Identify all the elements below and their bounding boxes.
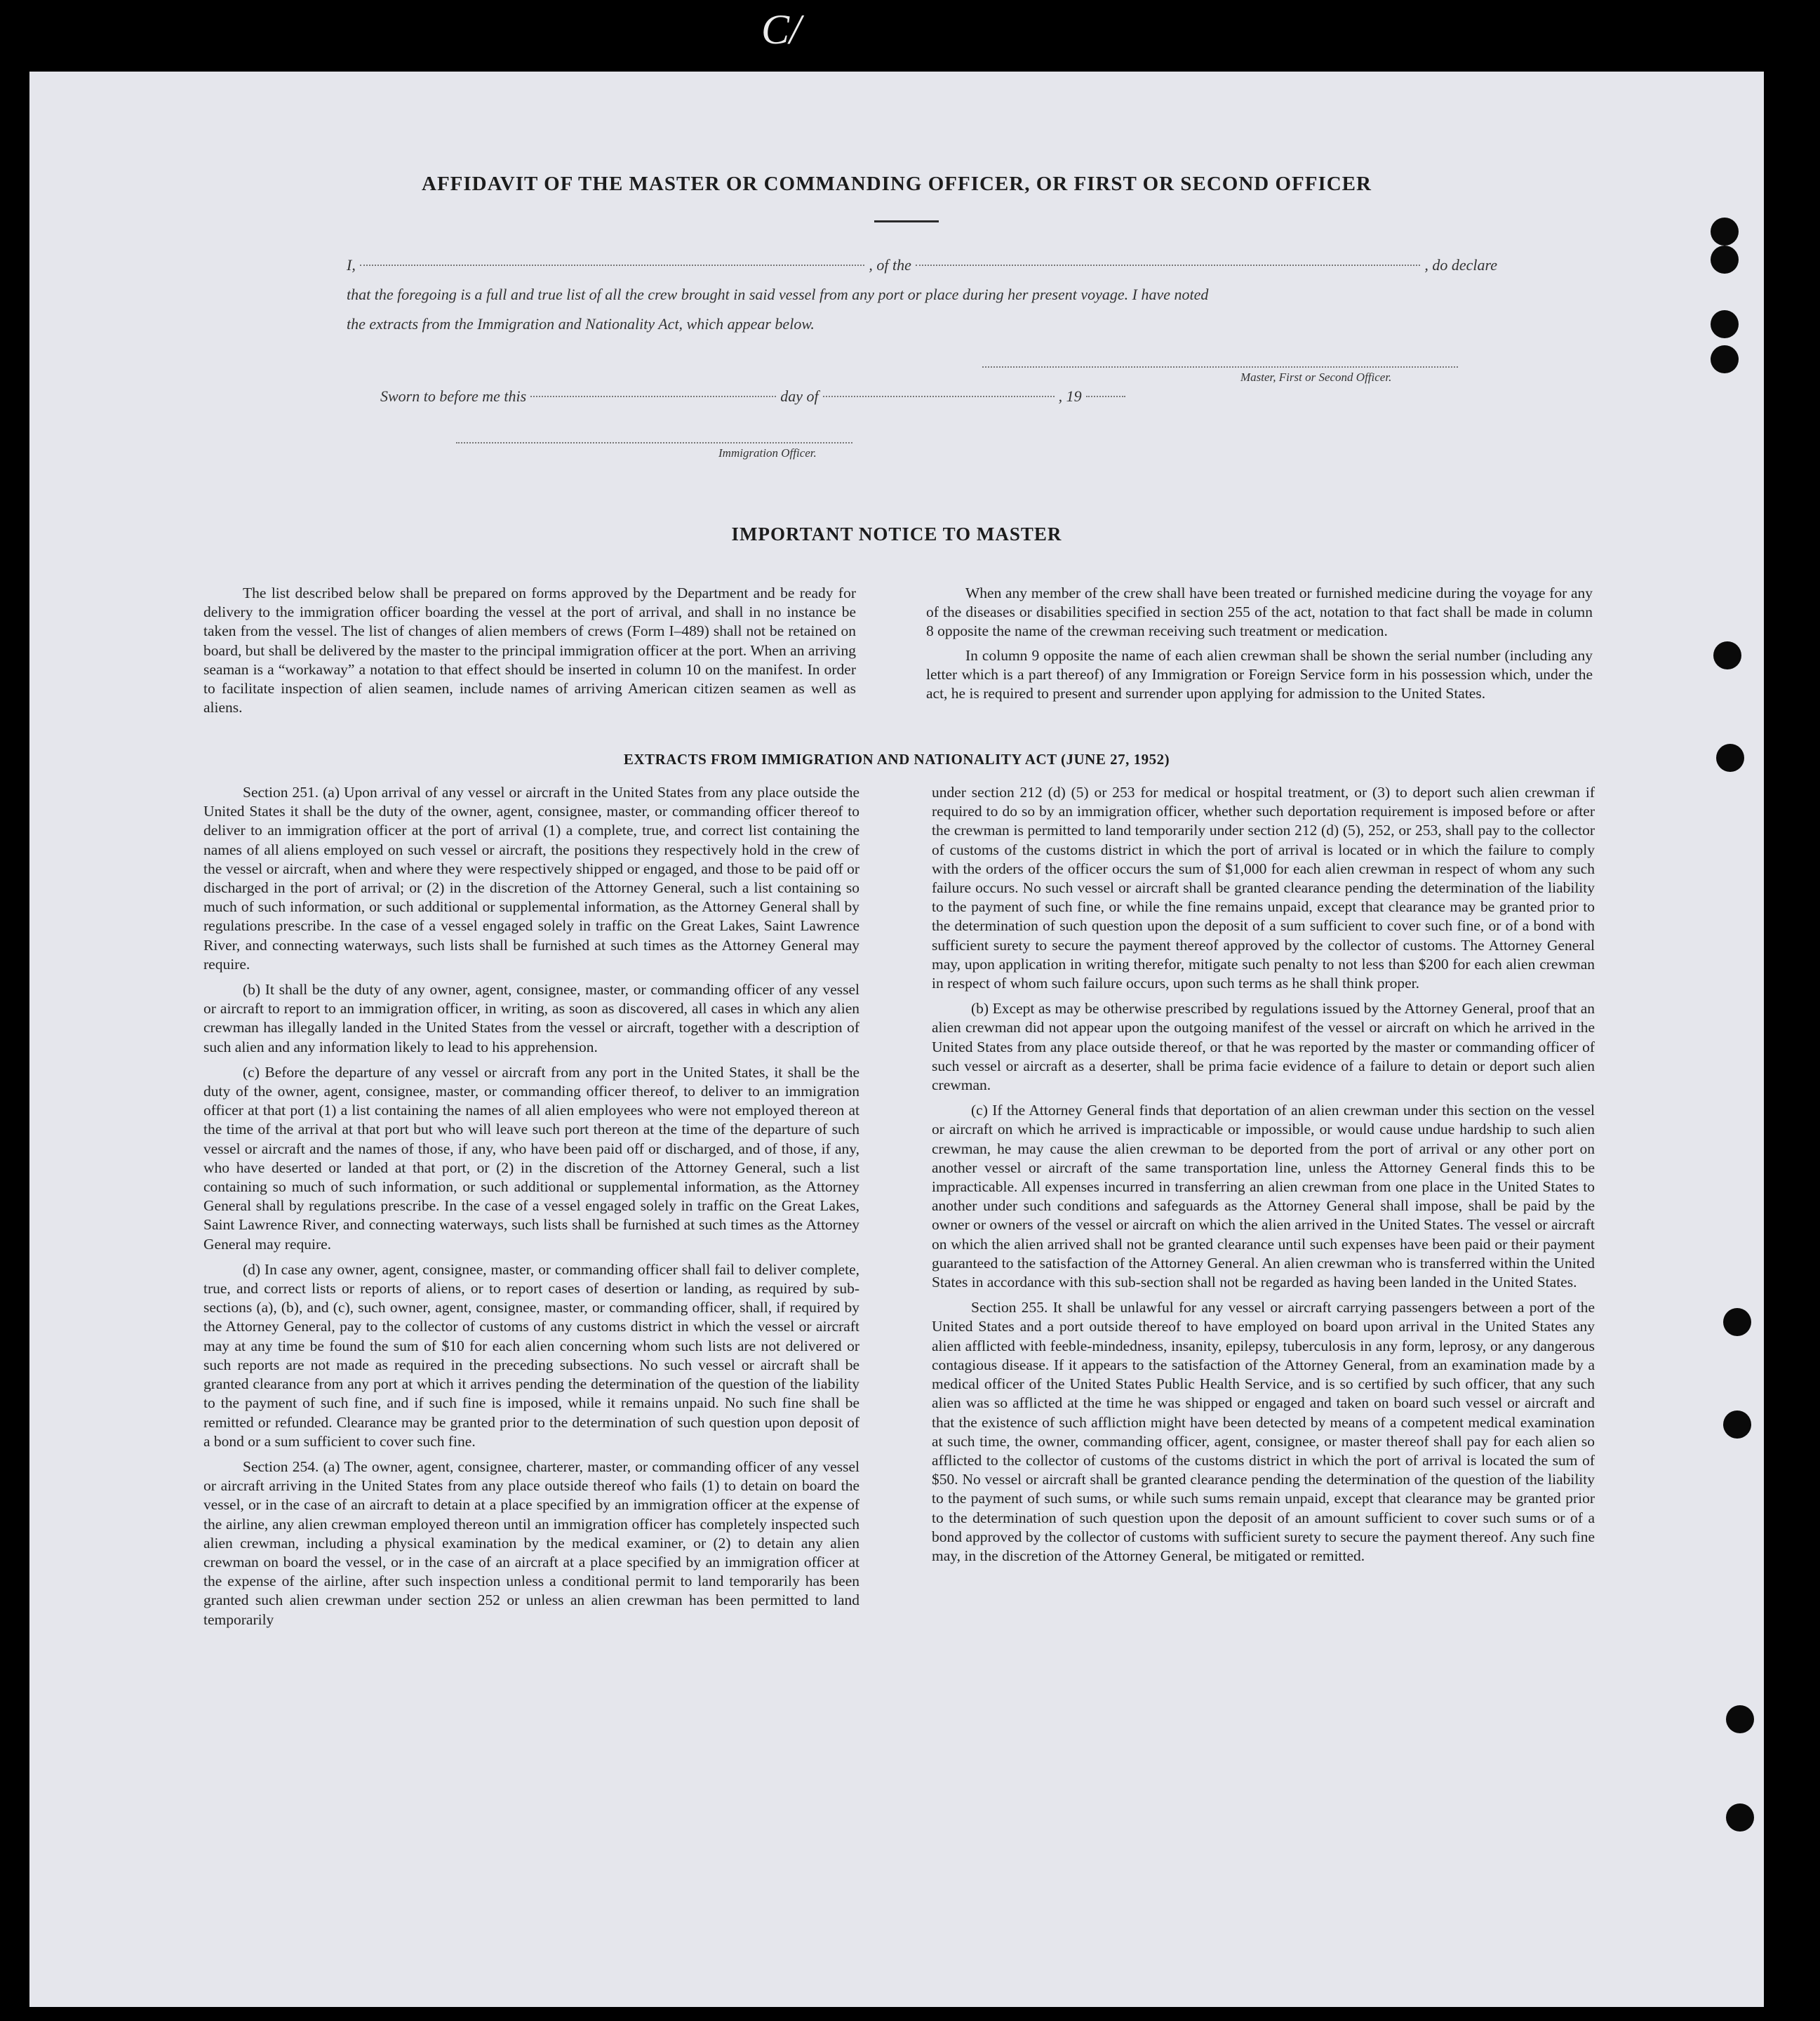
master-signature-line[interactable]: [982, 366, 1458, 368]
punch-hole: [1711, 310, 1739, 338]
immigration-officer-label: Immigration Officer.: [718, 446, 817, 460]
section-254-b: (b) Except as may be otherwise prescribed by regulations issued by the Attorney General, proof that an alien crewman did not appear upon the outgoing manifest of the vessel or aircraft on which he arrived in the United States from any place outside thereof, or that he was reported by the master or commanding officer of such vessel or aircraft as a deserter, shall be prima facie evidence of a failure to detain or deport such alien crewman.: [932, 1000, 1595, 1094]
immigration-officer-line[interactable]: [456, 442, 852, 443]
name-field[interactable]: [360, 265, 865, 266]
notice-paragraph: In column 9 opposite the name of each alien crewman shall be shown the serial number (including any letter which is a part thereof) of any Immigration or Foreign Service form in his possession which, under the act, he is required to present and surrender upon applying for admission to the United States.: [926, 646, 1593, 702]
section-254-c: (c) If the Attorney General finds that deportation of an alien crewman under this section on the vessel or aircraft on which he arrived is impracticable or impossible, or would cause undue hardship to such alien crewman, he may cause the alien crewman to be deported from the port of arrival or any other port on another vessel or aircraft of the same transportation line, unless the Attorney General finds this to be impracticable. All expenses incurred in transferring an alien crewman from one place in the United States to another under such conditions and safeguards as the Attorney General shall impose, shall be paid by the owner or owners of the vessel or aircraft on which the alien arrived in the United States. The vessel or aircraft on which the alien arrived shall not be granted clearance until such expenses have been paid or their payment guaranteed to the satisfaction of the Attorney General. An alien crewman who is transferred within the United States in accordance with this sub-section shall not be regarded as having been landed in the United States.: [932, 1102, 1595, 1291]
punch-hole: [1711, 218, 1739, 246]
punch-hole: [1711, 345, 1739, 373]
section-251-b: (b) It shall be the duty of any owner, agent, consignee, master, or commanding officer of any vessel or aircraft to report to an immigration officer, in writing, as soon as discovered, all cases in which any alien crewman has illegally landed in the United States from the vessel or aircraft, together with a description of such alien and any information likely to lead to his apprehension.: [203, 981, 859, 1055]
declaration-block: [347, 251, 1497, 339]
affidavit-title: AFFIDAVIT OF THE MASTER OR COMMANDING OFFICER, OR FIRST OR SECOND OFFICER: [422, 173, 1372, 195]
section-255: Section 255. It shall be unlawful for any vessel or aircraft carrying passengers between a port of the United States and a port outside thereof to have employed on board upon arrival in the United States any alien afflicted with feeble-mindedness, insanity, epilepsy, tuberculosis in any form, leprosy, or any dangerous contagious disease. If it appears to the satisfaction of the Attorney General, from an examination made by a medical officer of the United States Public Health Service, and is so certified by such officer, that any such alien was so afflicted at the time he was shipped or engaged and taken on board such vessel or aircraft and that the existence of such affliction might have been detected by means of a competent medical examination at such time, the owner, commanding officer, agent, consignee, or master thereof shall pay for each alien so afflicted to the collector of customs of the customs district in which the port of arrival is located the sum of $50. No vessel or aircraft shall be granted clearance pending the determination of the question of the liability to the payment of such sums, or while such sums remain unpaid, except that clearance may be granted prior to the determination of such question upon the deposit of an amount sufficient to cover such sums or of a bond approved by the collector of customs with sufficient surety to secure the payment thereof. Any such fine may, in the discretion of the Attorney General, be mitigated or remitted.: [932, 1299, 1595, 1564]
declaration-do-declare: , do declare: [1424, 256, 1498, 274]
punch-hole: [1726, 1705, 1754, 1733]
title-rule: [874, 220, 939, 222]
sworn-month-field[interactable]: [823, 396, 1055, 397]
sworn-year-prefix: , 19: [1058, 387, 1082, 405]
extracts-title: EXTRACTS FROM IMMIGRATION AND NATIONALITY ACT (JUNE 27, 1952): [623, 751, 1170, 768]
section-254-a: Section 254. (a) The owner, agent, consignee, charterer, master, or commanding officer of any vessel or aircraft arriving in the United States from any place outside thereof who fails (1) to detain on board the vessel, or in the case of an aircraft to detain at a place specified by an immigration officer at the expense of the airline, any alien crewman employed thereon until an immigration officer has completely inspected such alien crewman, including a physical examination by the medical examiner, or (2) to detain any alien crewman on board the vessel, or in the case of an aircraft at a place specified by an immigration officer at the expense of the airline, after such inspection unless a conditional permit to land temporarily has been granted such alien crewman under section 252 or unless an alien crewman has been permitted to land temporarily: [203, 1458, 859, 1628]
punch-hole: [1726, 1803, 1754, 1832]
section-251-d: (d) In case any owner, agent, consignee, master, or commanding officer shall fail to deliver complete, true, and correct lists or reports of aliens, or to report cases of desertion or landing, as required by sub-sections (a), (b), and (c), such owner, agent, consignee, master, or commanding officer, shall, if required by the Attorney General, pay to the collector of customs of any customs district in which the vessel or aircraft may at any time be found the sum of $10 for each alien concerning whom such lists are not delivered or such reports are not made as required in the preceding subsections. No such vessel or aircraft shall be granted clearance from any port at which it arrives pending the determination of the question of the liability to the payment of such fine, and if such fine is imposed, while it remains unpaid. No such fine shall be remitted or refunded. Clearance may be granted prior to the determination of such question upon deposit of a bond or a sum sufficient to cover such fine.: [203, 1260, 859, 1450]
declaration-i-label: I,: [347, 256, 356, 274]
punch-hole: [1711, 246, 1739, 274]
declaration-line-2: that the foregoing is a full and true list of all the crew brought in said vessel from any port or place during her present voyage. I have noted: [347, 286, 1209, 303]
notice-paragraph: When any member of the crew shall have been treated or furnished medicine during the voyage for any of the diseases or disabilities specified in section 255 of the act, notation to that fact shall be made in column 8 opposite the name of the crewman receiving such treatment or medication.: [926, 585, 1593, 640]
punch-hole: [1716, 744, 1744, 772]
section-254-a-continued: under section 212 (d) (5) or 253 for medical or hospital treatment, or (3) to deport such alien crewman if required to do so by an immigration officer, whether such deportation requirement is imposed before or after the crewman is permitted to land temporarily under section 212 (d) (5), 252, or 253, shall pay to the collector of customs of the customs district in which the port of arrival is located or in which the failure to comply with the orders of the officer occurs the sum of $1,000 for each alien crewman in respect of whom any such failure occurs. No such vessel or aircraft shall be granted clearance pending the determination of the liability to the payment of such fine, or while the fine remains unpaid, except that clearance may be granted prior to the determination of such question upon the deposit of a sum sufficient to cover such fine, or of a bond with sufficient surety to secure the payment thereof approved by the collector of customs. The Attorney General may, upon application in writing therefor, mitigate such penalty to not less than $200 for each alien crewman in respect of whom such failure occurs, upon such terms as he shall think proper.: [932, 784, 1595, 992]
punch-hole: [1713, 641, 1741, 669]
section-251-a: Section 251. (a) Upon arrival of any vessel or aircraft in the United States from any place outside the United States it shall be the duty of the owner, agent, consignee, master, or commanding officer thereof to deliver to an immigration officer at the port of arrival (1) a complete, true, and correct list containing the names of all aliens employed on such vessel or aircraft, the positions they respectively hold in the crew of the vessel or aircraft, when and where they were respectively shipped or engaged, and those to be paid off or discharged in the port of arrival; or (2) in the discretion of the Attorney General, such a list containing so much of such information, or such additional or supplemental information, as the Attorney General shall by regulations prescribe. In the case of a vessel engaged solely in traffic on the Great Lakes, Saint Lawrence River, and connecting waterways, such lists shall be furnished at such times as the Attorney General may require.: [203, 784, 859, 973]
sworn-day-of: day of: [780, 387, 819, 405]
notice-right-column: [926, 584, 1593, 708]
sworn-year-field[interactable]: [1086, 396, 1125, 397]
notice-paragraph: The list described below shall be prepared on forms approved by the Department and be ready for delivery to the immigration officer boarding the vessel at the port of arrival, and shall in no instance be taken from the vessel. The list of changes of alien members of crews (Form I–489) shall not be retained on board, but shall be delivered by the master to the principal immigration officer at the port. When an arriving seaman is a “workaway” a notation to that effect should be inserted in column 10 on the manifest. In order to facilitate inspection of alien seamen, include names of arriving American citizen seamen as well as aliens.: [203, 585, 856, 716]
sworn-day-field[interactable]: [530, 396, 776, 397]
sworn-line: [380, 387, 1194, 406]
declaration-line-3: the extracts from the Immigration and Nationality Act, which appear below.: [347, 315, 815, 333]
margin-mark: C/: [761, 6, 801, 53]
notice-left-column: [203, 584, 856, 722]
form-page: [29, 72, 1764, 2007]
declaration-of-the: , of the: [869, 256, 911, 274]
section-251-c: (c) Before the departure of any vessel or aircraft from any port in the United States, it shall be the duty of the owner, agent, consignee, master, or commanding officer thereof, to deliver to an immigration officer at that port (1) a list containing the names of all alien employees who were not employed thereon at the time of the arrival at that port but who will leave such port thereon at the time of the departure of such vessel or aircraft and the names of those, if any, who have been paid off or discharged, and of those, if any, who have deserted or landed at that port, or (2) in the discretion of the Attorney General, such a list containing so much of such information, or such additional or supplemental information, as the Attorney General shall by regulations prescribe. In the case of a vessel engaged solely in traffic on the Great Lakes, Saint Lawrence River, and connecting waterways, such lists shall be furnished at such times as the Attorney General may require.: [203, 1063, 859, 1253]
vessel-field[interactable]: [916, 265, 1421, 266]
punch-hole: [1723, 1308, 1751, 1336]
sworn-prefix: Sworn to before me this: [380, 387, 527, 405]
punch-hole: [1723, 1410, 1751, 1439]
master-signature-label: Master, First or Second Officer.: [1240, 371, 1392, 384]
extracts-left-column: [203, 783, 859, 1636]
extracts-right-column: [932, 783, 1595, 1572]
notice-title: IMPORTANT NOTICE TO MASTER: [731, 523, 1062, 545]
